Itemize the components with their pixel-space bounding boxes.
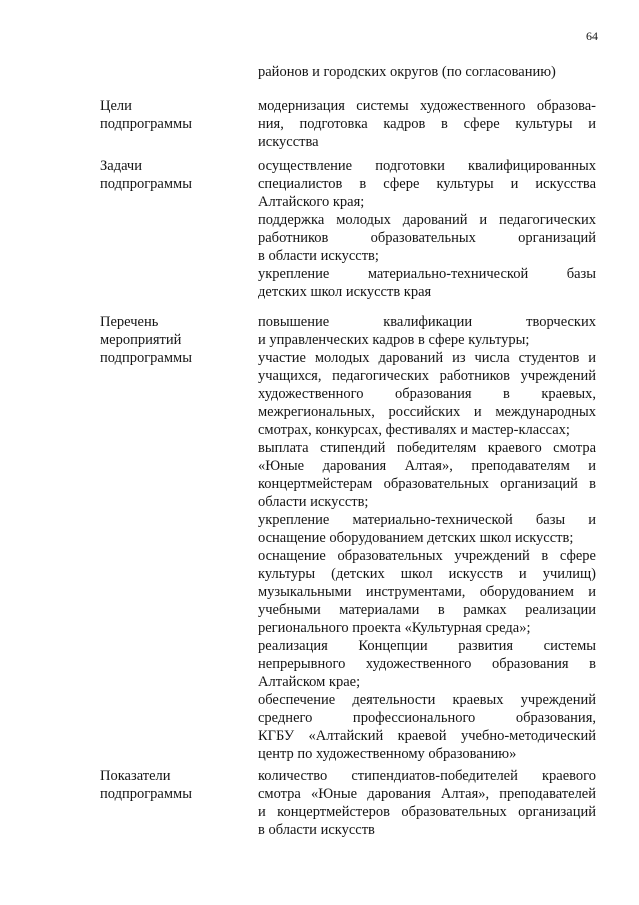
content-line: регионального проекта «Культурная среда»;: [258, 620, 531, 636]
content-line: обеспечение деятельности краевых учреждений: [258, 692, 596, 708]
section-label-line: Задачи: [100, 158, 142, 174]
content-line: в области искусств;: [258, 248, 379, 264]
content-line: КГБУ «Алтайский краевой учебно-методический: [258, 728, 596, 744]
content-line: смотра «Юные дарования Алтая», преподавателей: [258, 786, 596, 802]
content-line: искусства: [258, 134, 319, 150]
section-label-line: мероприятий: [100, 332, 182, 348]
content-line: непрерывного художественного образования в: [258, 656, 596, 672]
content-line: смотрах, конкурсах, фестивалях и мастер-классах;: [258, 422, 570, 438]
section-label: [100, 767, 240, 803]
content-line: Алтайского края;: [258, 194, 365, 210]
section-content: [258, 767, 596, 839]
content-line: среднего профессионального образования,: [258, 710, 596, 726]
continuation-line: районов и городских округов (по согласованию): [258, 64, 556, 80]
content-line: повышение квалификации творческих: [258, 314, 596, 330]
content-line: ния, подготовка кадров в сфере культуры и: [258, 116, 596, 132]
content-line: поддержка молодых дарований и педагогических: [258, 212, 596, 228]
content-line: учащихся, педагогических работников учреждений: [258, 368, 596, 384]
content-line: оснащение оборудованием детских школ искусств;: [258, 530, 574, 546]
content-line: специалистов в сфере культуры и искусства: [258, 176, 596, 192]
content-line: центр по художественному образованию»: [258, 746, 517, 762]
content-line: реализация Концепции развития системы: [258, 638, 596, 654]
page-number: 64: [586, 29, 598, 43]
section-label-line: Цели: [100, 98, 132, 114]
content-line: количество стипендиатов-победителей краевого: [258, 768, 596, 784]
section-content: [258, 157, 596, 301]
section-label-line: Показатели: [100, 768, 171, 784]
section-label-line: подпрограммы: [100, 176, 192, 192]
section-label-line: Перечень: [100, 314, 159, 330]
section-label: [100, 313, 240, 367]
content-line: «Юные дарования Алтая», преподавателям и: [258, 458, 596, 474]
content-line: модернизация системы художественного образова-: [258, 98, 596, 114]
content-line: укрепление материально-технической базы и: [258, 512, 596, 528]
content-line: культуры (детских школ искусств и училищ): [258, 566, 596, 582]
content-line: укрепление материально-технической базы: [258, 266, 596, 282]
content-line: работников образовательных организаций: [258, 230, 596, 246]
content-line: осуществление подготовки квалифицированных: [258, 158, 596, 174]
content-line: участие молодых дарований из числа студентов и: [258, 350, 596, 366]
section-content: [258, 313, 596, 763]
content-line: детских школ искусств края: [258, 284, 432, 300]
content-line: межрегиональных, российских и международных: [258, 404, 596, 420]
content-line: и управленческих кадров в сфере культуры;: [258, 332, 530, 348]
content-line: и концертмейстеров образовательных организаций: [258, 804, 596, 820]
section-label-line: подпрограммы: [100, 350, 192, 366]
section-label-line: подпрограммы: [100, 116, 192, 132]
content-line: области искусств;: [258, 494, 369, 510]
content-line: оснащение образовательных учреждений в сфере: [258, 548, 596, 564]
section-label: [100, 97, 240, 133]
content-line: художественного образования в краевых,: [258, 386, 596, 402]
content-line: концертмейстерам образовательных организаций в: [258, 476, 596, 492]
content-line: Алтайском крае;: [258, 674, 361, 690]
content-line: музыкальными инструментами, оборудованием и: [258, 584, 596, 600]
section-label: [100, 157, 240, 193]
content-line: выплата стипендий победителям краевого смотра: [258, 440, 596, 456]
section-content: [258, 97, 596, 151]
content-line: учебными материалами в рамках реализации: [258, 602, 596, 618]
section-label-line: подпрограммы: [100, 786, 192, 802]
content-line: в области искусств: [258, 822, 375, 838]
